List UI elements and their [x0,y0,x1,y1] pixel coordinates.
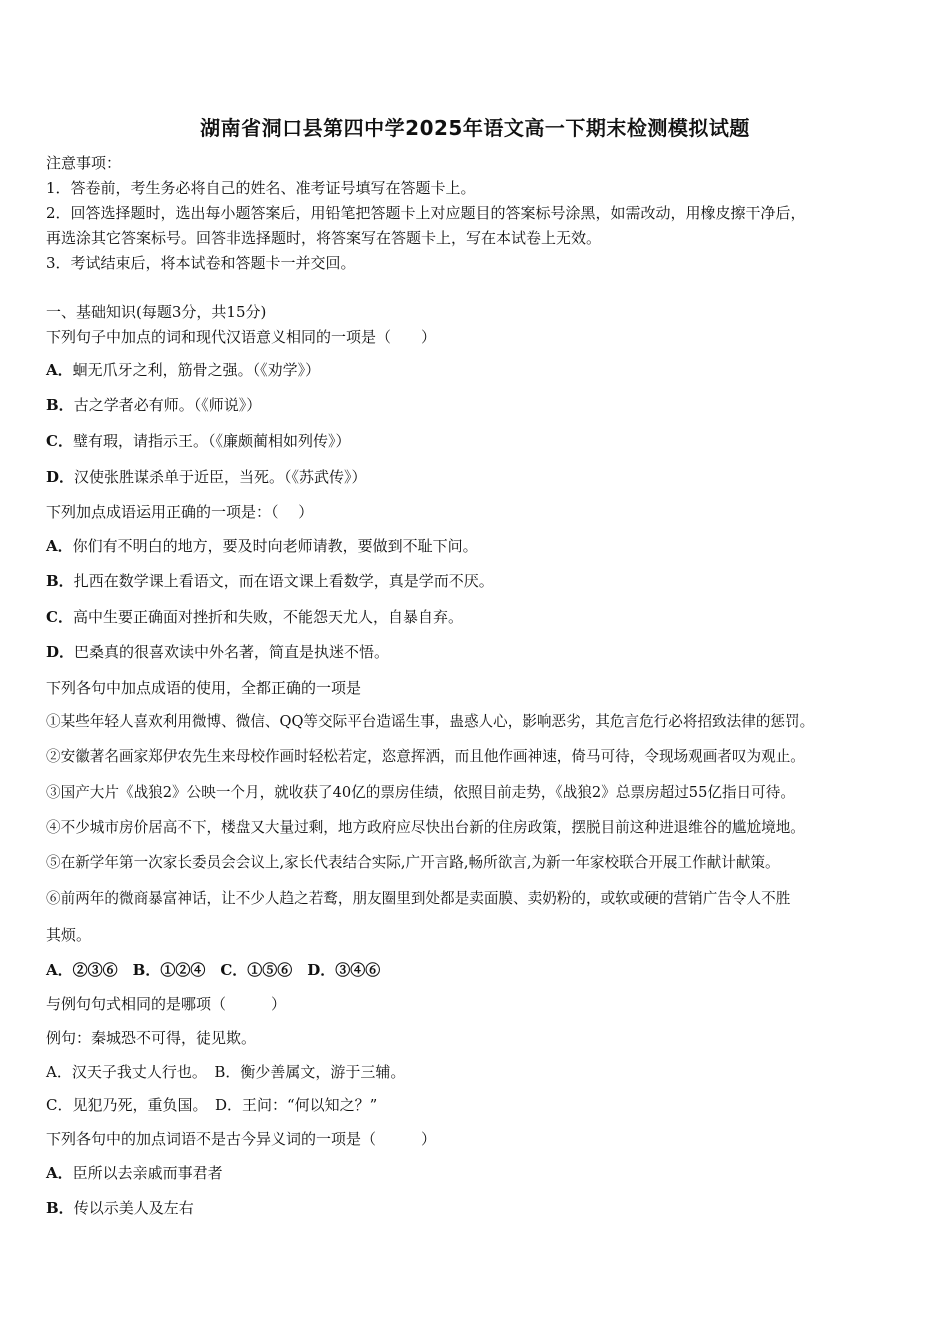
page-title: 湖南省洞口县第四中学2025年语文高一下期末检测模拟试题 [200,116,750,140]
q2-option-d [46,641,389,662]
q5-option-a [46,1162,223,1183]
option-text: 扎西在数学课上看语文，而在语文课上看数学，真是学而不厌。 [73,572,494,590]
option-letter: B． [46,572,74,590]
option-text: 你们有不明白的地方，要及时向老师请教，要做到不耻下问。 [72,537,478,555]
option-text: 高中生要正确面对挫折和失败，不能怨天尤人，自暴自弃。 [72,608,463,626]
q4-options-ab: A．汉天子我丈人行也。 B．衡少善属文，游于三辅。 [46,1063,406,1081]
q1-stem: 下列句子中加点的词和现代汉语意义相同的一项是（ ） [46,328,437,346]
notice-item-2: 2．回答选择题时，选出每小题答案后，用铅笔把答题卡上对应题目的答案标号涂黑，如需改动，用橡皮擦干净后， [46,204,806,222]
q3-item-4: ④不少城市房价居高不下，楼盘又大量过剩，地方政府应尽快出台新的住房政策，摆脱目前这种进退维谷的尴尬境地。 [46,819,805,836]
section-heading: 一、基础知识(每题3分，共15分) [46,303,267,321]
q3-stem: 下列各句中加点成语的使用，全都正确的一项是 [46,679,362,697]
q2-stem: 下列加点成语运用正确的一项是：（ ） [46,503,314,521]
q3-answers: A．②③⑥ B．①②④ C．①⑤⑥ D．③④⑥ [46,961,381,979]
q2-option-b [46,570,494,591]
q2-option-c [46,606,463,627]
q1-option-d [46,466,367,487]
option-text: 古之学者必有师。（《师说》） [73,396,262,414]
option-text: 臣所以去亲戚而事君者 [72,1164,223,1182]
option-text: 传以示美人及左右 [73,1199,194,1217]
notice-item-2-cont: 再选涂其它答案标号。回答非选择题时，将答案写在答题卡上，写在本试卷上无效。 [46,229,602,247]
q3-item-6-cont: 其烦。 [46,926,92,944]
q1-option-b [46,394,261,415]
option-letter: A． [46,537,73,555]
notice-item-1: 1．答卷前，考生务必将自己的姓名、准考证号填写在答题卡上。 [46,179,476,197]
q4-options-cd: C．见犯乃死，重负国。 D．王问：“何以知之？” [46,1096,378,1114]
q4-example: 例句：秦城恐不可得，徒见欺。 [46,1029,257,1047]
option-text: 汉使张胜谋杀单于近臣，当死。（《苏武传》） [74,468,367,486]
option-text: 蛔无爪牙之利，筋骨之强。（《劝学》） [72,361,321,379]
option-letter: D． [46,468,75,486]
option-letter: A． [46,361,73,379]
notice-heading: 注意事项： [46,154,122,172]
q3-item-5: ⑤在新学年第一次家长委员会会议上,家长代表结合实际,广开言路,畅所欲言,为新一年家校联合开展工作献计献策。 [46,854,780,871]
option-text: 巴桑真的很喜欢读中外名著，简直是执迷不悟。 [74,643,390,661]
option-text: 璧有瑕，请指示王。（《廉颇蔺相如列传》） [72,432,351,450]
q5-stem: 下列各句中的加点词语不是古今异义词的一项是（ ） [46,1130,437,1148]
option-letter: A． [46,1164,73,1182]
notice-item-3: 3．考试结束后，将本试卷和答题卡一并交回。 [46,254,356,272]
option-letter: C． [46,432,73,450]
q4-stem: 与例句句式相同的是哪项（ ） [46,995,287,1013]
q1-option-a [46,359,320,380]
option-letter: B． [46,396,74,414]
option-letter: B． [46,1199,74,1217]
q3-item-3: ③国产大片《战狼2》公映一个月，就收获了40亿的票房佳绩，依照目前走势，《战狼2》总票房超过55亿指日可待。 [46,784,795,801]
q1-option-c [46,430,350,451]
option-letter: C． [46,608,73,626]
q3-item-1: ①某些年轻人喜欢利用微博、微信、QQ等交际平台造谣生事，蛊惑人心，影响恶劣，其危言危行必将招致法律的惩罚。 [46,713,815,730]
option-letter: D． [46,643,75,661]
q2-option-a [46,535,478,556]
q5-option-b [46,1197,194,1218]
q3-item-2: ②安徽著名画家郑伊农先生来母校作画时轻松若定，恣意挥洒，而且他作画神速，倚马可待，令现场观画者叹为观止。 [46,748,805,765]
q3-item-6: ⑥前两年的微商暴富神话，让不少人趋之若鹜，朋友圈里到处都是卖面膜、卖奶粉的，或软或硬的营销广告令人不胜 [46,890,791,907]
